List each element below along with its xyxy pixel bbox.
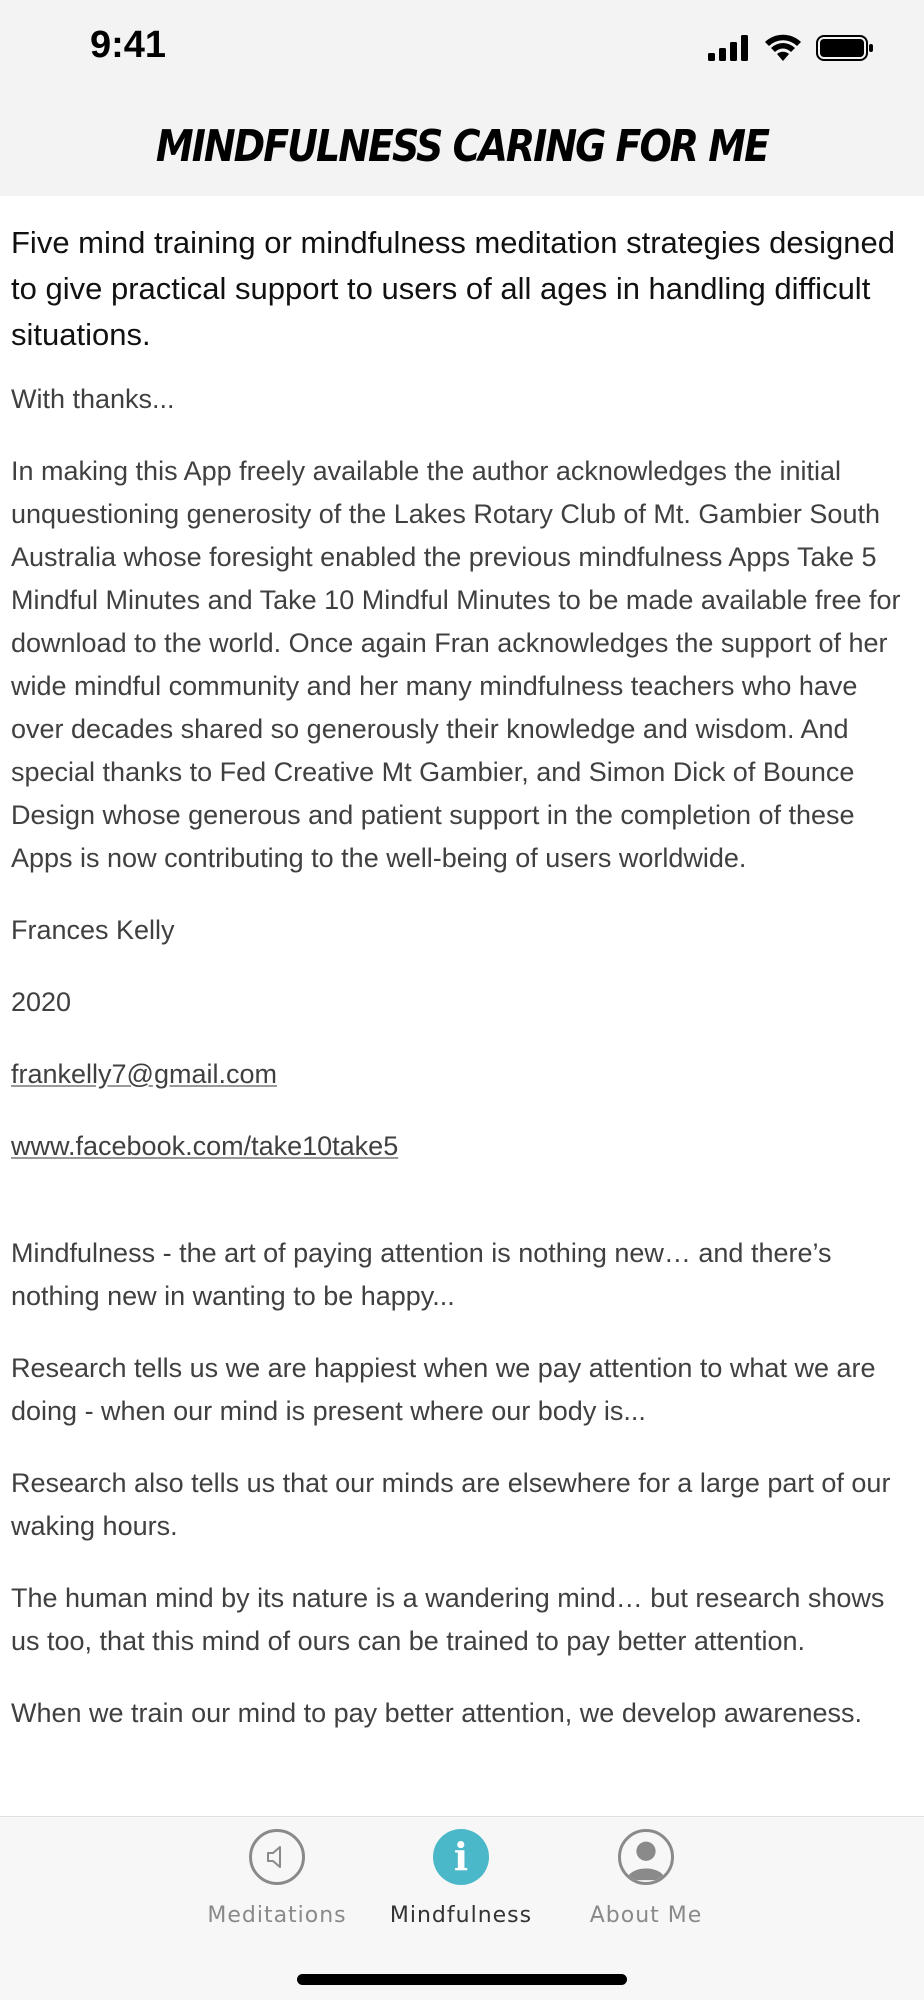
wifi-icon (764, 34, 802, 67)
info-icon: i (433, 1829, 489, 1885)
paragraph: The human mind by its nature is a wandering mind… but research shows us too, that this mind of ours can be trained to pay better attention. (11, 1583, 885, 1656)
page-title: MINDFULNESS CARING FOR ME (155, 120, 769, 172)
cellular-signal-icon (708, 35, 750, 66)
tab-meditations[interactable] (177, 1829, 377, 1928)
thanks-text: With thanks... (11, 384, 175, 414)
paragraph: Mindfulness - the art of paying attention is nothing new… and there’s nothing new in wanting to be happy... (11, 1238, 832, 1311)
content-scroll-area[interactable] (0, 196, 924, 1816)
speaker-icon (249, 1829, 305, 1885)
facebook-link[interactable]: www.facebook.com/take10take5 (11, 1131, 399, 1161)
author-name: Frances Kelly (11, 915, 175, 945)
tab-bar (0, 1816, 924, 2000)
year-text: 2020 (11, 987, 72, 1017)
home-indicator[interactable] (297, 1974, 627, 1985)
person-icon (618, 1829, 674, 1885)
status-icons (708, 34, 874, 67)
acknowledgement-text: In making this App freely available the author acknowledges the initial unquestioning generosity of the Lakes Rotary Club of Mt. Gambier South Australia whose foresight enabled the previous mindfulness Apps Take 5 Mindful Minutes and Take 10 Mindful Minutes to be made available free for download to the world. Once again Fran acknowledges the support of her wide mindful community and her many mindfulness teachers who have over decades shared so generously their knowledge and wisdom. And special thanks to Fed Creative Mt Gambier, and Simon Dick of Bounce Design whose generous and patient support in the completion of these Apps is now contributing to the well-being of users worldwide. (11, 456, 901, 873)
spacer (11, 1197, 914, 1232)
battery-icon (816, 34, 874, 67)
tab-label: Mindfulness (389, 1903, 533, 1928)
tab-label: About Me (589, 1903, 703, 1928)
paragraph: When we train our mind to pay better attention, we develop awareness. (11, 1698, 862, 1728)
tab-label: Meditations (207, 1903, 347, 1928)
paragraph: Research tells us we are happiest when we pay attention to what we are doing - when our mind is present where our body is... (11, 1353, 876, 1426)
tab-about-me[interactable] (546, 1829, 746, 1928)
intro-heading: Five mind training or mindfulness meditation strategies designed to give practical support to users of all ages in handling difficult situations. (11, 225, 895, 352)
paragraph: Research also tells us that our minds are elsewhere for a large part of our waking hours. (11, 1468, 891, 1541)
navigation-bar (0, 100, 924, 196)
status-bar (0, 0, 924, 100)
status-time: 9:41 (90, 24, 167, 66)
email-link[interactable]: frankelly7@gmail.com (11, 1059, 277, 1089)
tab-mindfulness[interactable] (361, 1829, 561, 1928)
